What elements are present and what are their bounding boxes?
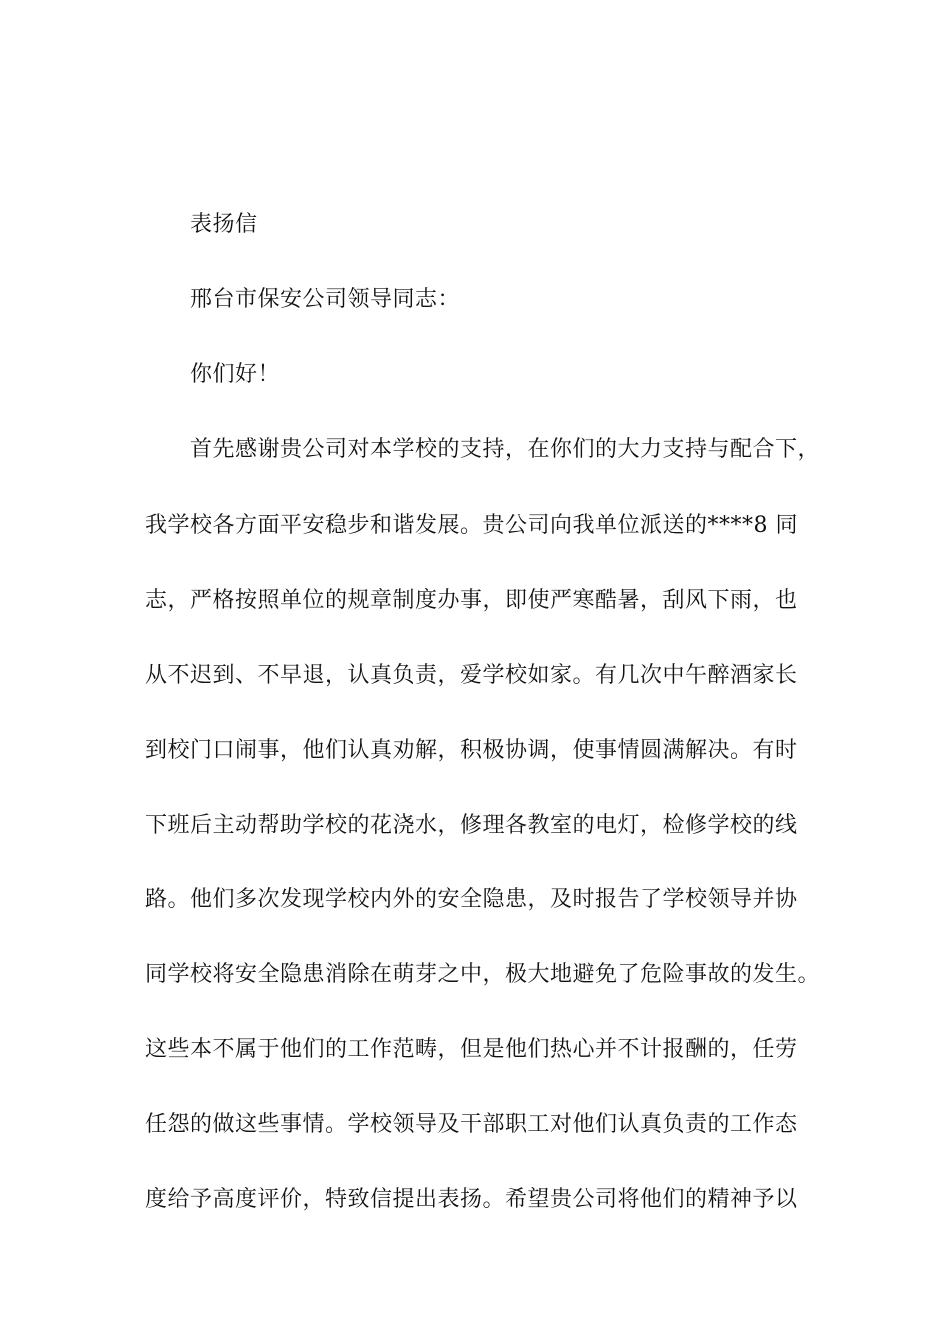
body-line: 这些本不属于他们的工作范畴，但是他们热心并不计报酬的，任劳 — [145, 1037, 798, 1062]
body-line: 志，严格按照单位的规章制度办事，即使严寒酷暑，刮风下雨，也 — [145, 588, 798, 613]
body-line: 任怨的做这些事情。学校领导及干部职工对他们认真负责的工作态 — [145, 1112, 798, 1137]
body-line: 度给予高度评价，特致信提出表扬。希望贵公司将他们的精神予以 — [145, 1187, 798, 1212]
letter-salutation: 邢台市保安公司领导同志： — [190, 287, 461, 312]
letter-title: 表扬信 — [190, 212, 258, 237]
body-line: 路。他们多次发现学校内外的安全隐患，及时报告了学校领导并协 — [145, 887, 798, 912]
body-line: 同学校将安全隐患消除在萌芽之中，极大地避免了危险事故的发生。 — [145, 962, 821, 987]
body-line: 首先感谢贵公司对本学校的支持，在你们的大力支持与配合下， — [190, 437, 821, 462]
body-line: 从不迟到、不早退，认真负责，爱学校如家。有几次中午醉酒家长 — [145, 663, 798, 688]
body-line: 我学校各方面平安稳步和谐发展。贵公司向我单位派送的****8 同 — [145, 513, 798, 538]
letter-greeting: 你们好！ — [190, 362, 281, 387]
body-line: 下班后主动帮助学校的花浇水，修理各教室的电灯，检修学校的线 — [145, 813, 798, 838]
body-line: 到校门口闹事，他们认真劝解，积极协调，使事情圆满解决。有时 — [145, 738, 798, 763]
